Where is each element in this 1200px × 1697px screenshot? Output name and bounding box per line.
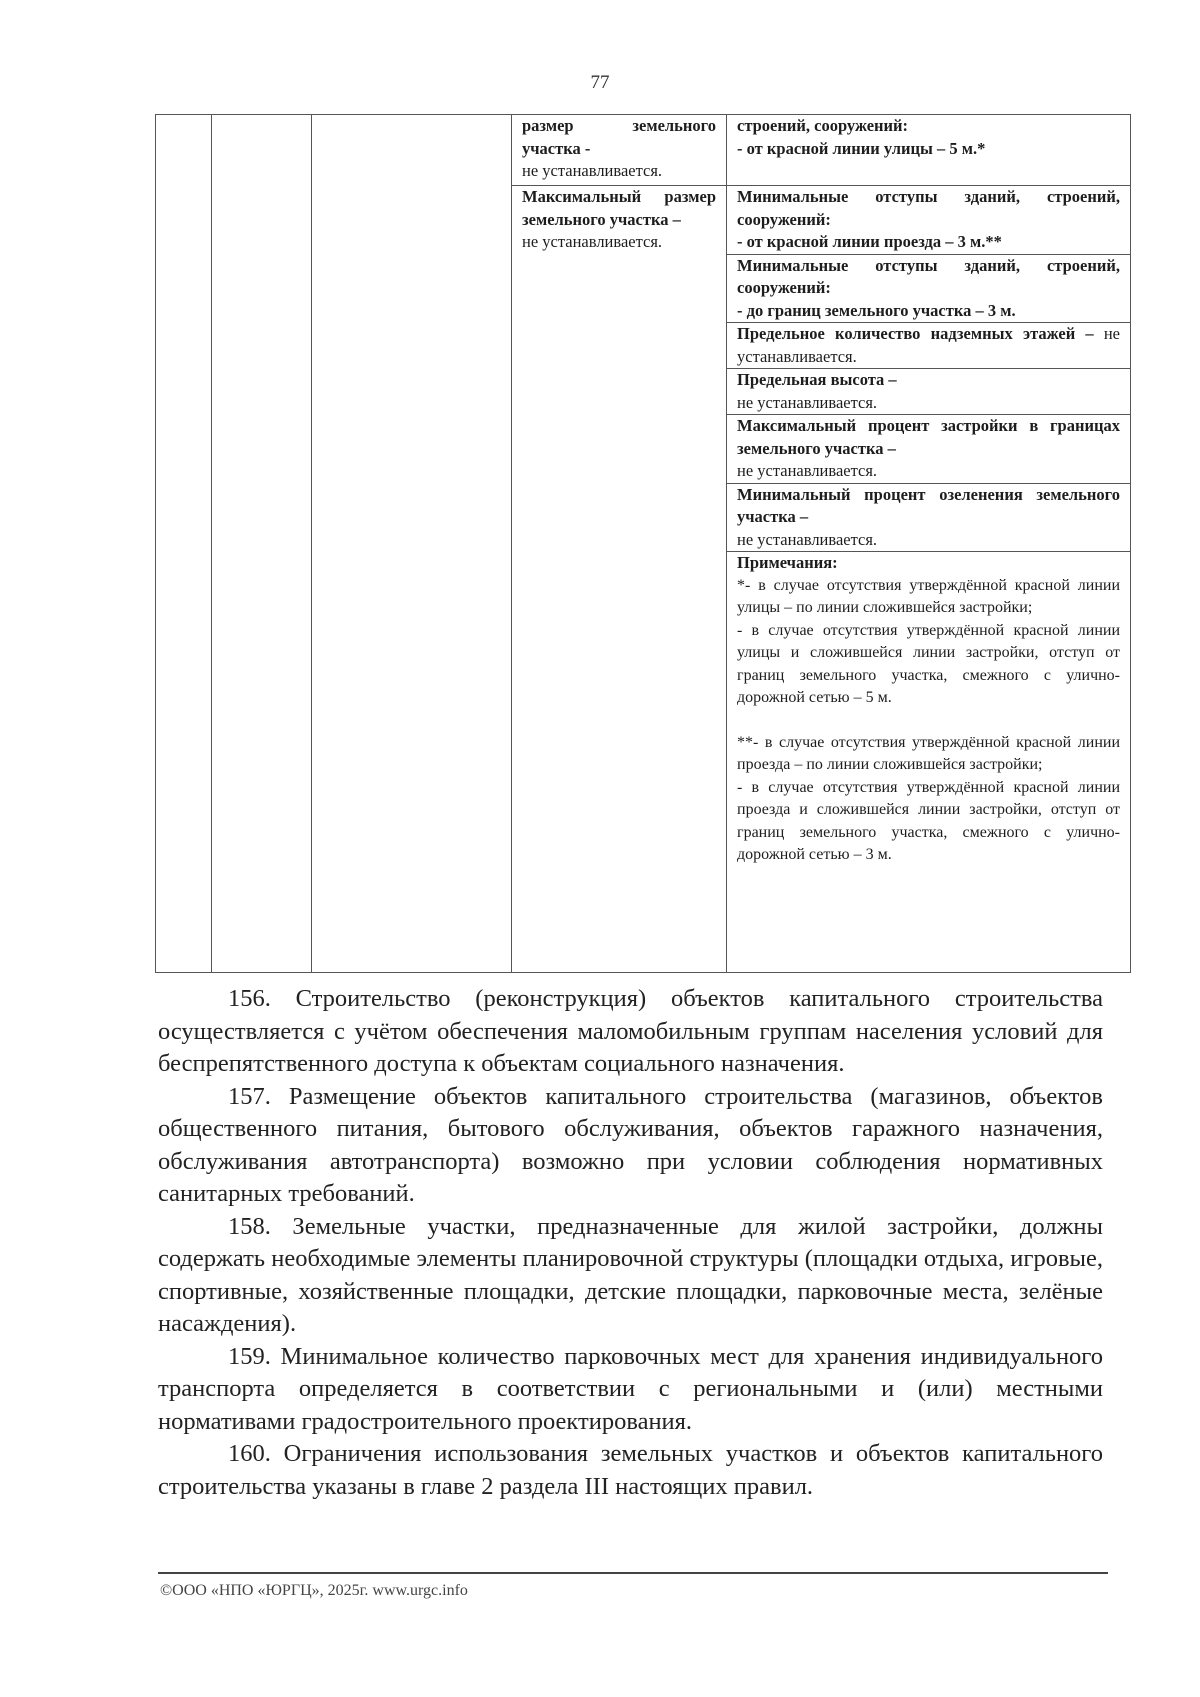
height-value: не устанавливается. <box>737 392 878 412</box>
setback-plot-line-2: - до границ земельного участка – 3 м. <box>737 300 1016 320</box>
paragraph-157: 157. Размещение объектов капитального строительства (магазинов, объектов общественного питания, бытового обслуживания, объектов гаражного назначения, обслуживания автотранспорта) возможно при условии соблюдения нормативных санитарных требований. <box>158 1082 1103 1207</box>
min-greening-value: не устанавливается. <box>737 529 878 549</box>
height-cell <box>727 369 1131 415</box>
setback-driveway-line-1: Минимальные отступы зданий, строений, сооружений: <box>737 187 1120 229</box>
paragraph-158: 158. Земельные участки, предназначенные для жилой застройки, должны содержать необходимые элементы планировочной структуры (площадки отдыха, игровые, спортивные, хозяйственные площадки, детские площадки, парковочные места, зелёные насаждения). <box>158 1212 1103 1337</box>
note-2b: - в случае отсутствия утверждённой красной линии проезда и сложившейся линии застройки, отступ от границ земельного участка, смежного с улично-дорожной сетью – 3 м. <box>737 778 1120 863</box>
min-plot-size-cell <box>512 115 727 186</box>
min-plot-size-value: не устанавливается. <box>522 161 663 180</box>
paragraph-159: 159. Минимальное количество парковочных мест для хранения индивидуального транспорта определяется в соответствии с региональными и (или) местными нормативами градостроительного проектирования. <box>158 1342 1103 1435</box>
min-greening-cell <box>727 483 1131 552</box>
paragraph-156: 156. Строительство (реконструкция) объектов капитального строительства осуществляется с учётом обеспечения маломобильным группам населения условий для беспрепятственного доступа к объектам социального назначения. <box>158 985 1103 1077</box>
note-1a: *- в случае отсутствия утверждённой красной линии улицы – по линии сложившейся застройки; <box>737 576 1120 616</box>
setback-street-line-2: - от красной линии улицы – 5 м.* <box>737 138 986 158</box>
max-plot-size-cell <box>512 186 727 973</box>
note-1b: - в случае отсутствия утверждённой красной линии улицы и сложившейся линии застройки, отступ от границ земельного участка, смежного с улично-дорожной сетью – 5 м. <box>737 621 1120 706</box>
setback-street-line-1: строений, сооружений: <box>737 116 909 135</box>
body-text <box>158 983 1103 1503</box>
setback-driveway-line-2: - от красной линии проезда – 3 м.** <box>737 232 1002 251</box>
footer-copyright: ©ООО «НПО «ЮРГЦ», 2025г. www.urgc.info <box>160 1582 468 1599</box>
floors-cell <box>727 323 1131 369</box>
floors-label: Предельное количество надземных этажей – <box>737 324 1094 343</box>
table-cell-empty-1 <box>156 115 212 973</box>
max-plot-size-value: не устанавливается. <box>522 232 663 251</box>
max-coverage-value: не устанавливается. <box>737 461 878 480</box>
page-number: 77 <box>590 72 610 93</box>
note-2a: **- в случае отсутствия утверждённой красной линии проезда – по линии сложившейся застройки; <box>737 733 1120 773</box>
footer-divider <box>158 1572 1108 1574</box>
max-plot-size-label: Максимальный размер земельного участка – <box>522 187 716 229</box>
setback-plot-cell <box>727 254 1131 323</box>
max-coverage-cell <box>727 415 1131 484</box>
setback-plot-line-1: Минимальные отступы зданий, строений, сооружений: <box>737 255 1120 297</box>
max-coverage-label: Максимальный процент застройки в границах земельного участка – <box>737 416 1120 458</box>
table-cell-empty-3 <box>312 115 512 973</box>
min-plot-size-label: размер земельного участка - <box>522 116 716 158</box>
paragraph-160: 160. Ограничения использования земельных участков и объектов капитального строительства указаны в главе 2 раздела III настоящих правил. <box>158 1440 1103 1500</box>
setback-street-cell <box>727 115 1131 186</box>
regulation-table <box>155 114 1131 973</box>
floors-value: не устанавливается. <box>737 324 1120 366</box>
min-greening-label: Минимальный процент озеленения земельного участка – <box>737 484 1120 526</box>
notes-cell <box>727 552 1131 973</box>
setback-driveway-cell <box>727 186 1131 255</box>
height-label: Предельная высота – <box>737 370 897 389</box>
table-cell-empty-2 <box>212 115 312 973</box>
notes-title: Примечания: <box>737 553 838 572</box>
